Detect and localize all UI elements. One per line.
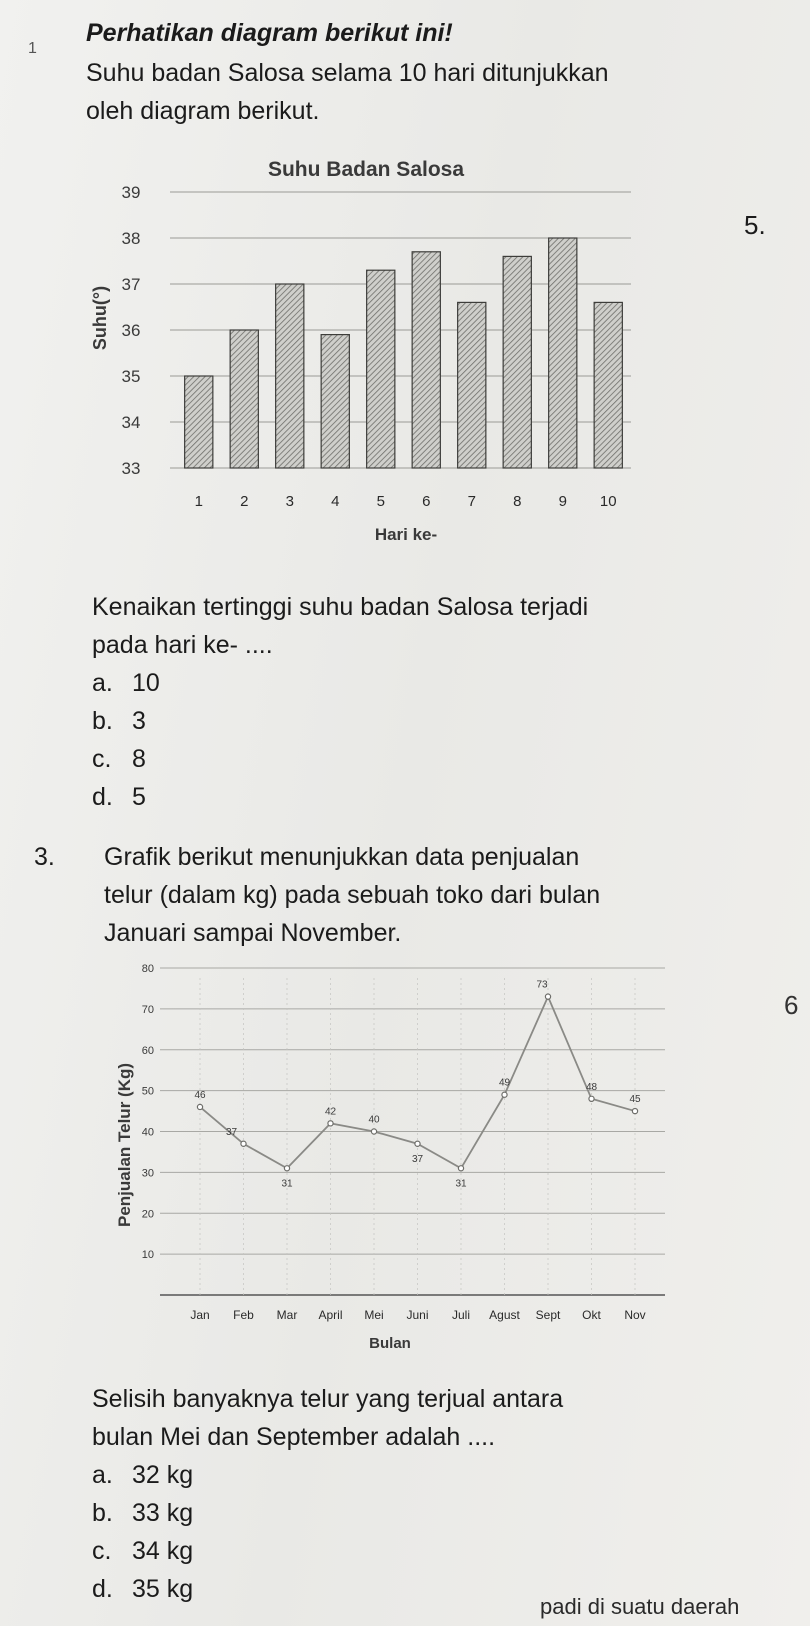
data-label: 73 (536, 979, 548, 991)
y-tick-label: 30 (141, 1167, 154, 1180)
question-intro-line2: oleh diagram berikut. (86, 97, 320, 125)
x-tick-label: Juni (406, 1308, 429, 1322)
x-axis-label: Bulan (369, 1335, 411, 1352)
data-label: 49 (498, 1077, 511, 1089)
data-point (632, 1108, 637, 1113)
side-mark: 6 (784, 990, 799, 1020)
question-3-line2: telur (dalam kg) pada sebuah toko dari bulan (104, 881, 601, 909)
y-axis-label: Penjualan Telur (Kg) (115, 1062, 134, 1228)
bar (321, 335, 349, 468)
option-a[interactable] (92, 1460, 193, 1498)
option-letter: b. (92, 1499, 113, 1527)
bar-chart (86, 150, 646, 550)
x-tick-label: Agust (489, 1308, 520, 1322)
option-value: 35 kg (132, 1575, 194, 1603)
data-point (545, 994, 550, 999)
data-point (415, 1141, 420, 1146)
x-tick-label: Okt (582, 1308, 601, 1322)
x-tick-label: Mei (364, 1308, 384, 1322)
x-tick-label: Sept (535, 1308, 561, 1322)
data-label: 45 (629, 1094, 641, 1106)
option-value: 8 (132, 745, 146, 773)
option-c[interactable] (92, 744, 160, 782)
x-tick-label: 2 (240, 493, 249, 510)
y-tick-label: 80 (141, 963, 154, 975)
question-3-line1: Grafik berikut menunjukkan data penjualan (104, 843, 580, 871)
data-point (371, 1129, 376, 1134)
bar (503, 256, 531, 468)
option-value: 34 kg (132, 1537, 194, 1565)
x-tick-label: 10 (599, 493, 617, 510)
question-3-number: 3. (34, 843, 55, 871)
question-3-line3: Januari sampai November. (104, 919, 402, 947)
y-tick-label: 60 (141, 1044, 154, 1057)
option-value: 5 (132, 783, 146, 811)
option-letter: a. (92, 669, 113, 697)
bar (367, 270, 395, 468)
x-tick-label: April (318, 1308, 343, 1322)
data-point (589, 1096, 594, 1101)
question-heading: Perhatikan diagram berikut ini! (86, 19, 453, 47)
option-letter: c. (92, 1537, 112, 1565)
option-letter: b. (92, 707, 113, 735)
question-3-text-line1: Selisih banyaknya telur yang terjual antara (92, 1385, 564, 1413)
option-letter: d. (92, 783, 113, 811)
option-letter: c. (92, 745, 112, 773)
option-d[interactable] (92, 782, 160, 820)
y-tick-label: 38 (121, 229, 141, 248)
bar (230, 330, 258, 468)
y-tick-label: 50 (141, 1085, 154, 1098)
option-b[interactable] (92, 1498, 193, 1536)
question-3-text-line2: bulan Mei dan September adalah .... (92, 1423, 496, 1451)
x-tick-label: 8 (513, 493, 522, 510)
y-tick-label: 37 (121, 275, 141, 294)
question-text-line2: pada hari ke- .... (92, 631, 273, 659)
data-label: 46 (194, 1089, 206, 1101)
data-label: 40 (368, 1114, 380, 1126)
data-point (458, 1166, 463, 1171)
question-text-line1: Kenaikan tertinggi suhu badan Salosa terjadi (92, 593, 589, 621)
y-tick-label: 35 (121, 367, 141, 386)
data-label: 42 (324, 1106, 337, 1118)
option-value: 3 (132, 707, 146, 735)
option-value: 32 kg (132, 1461, 194, 1489)
bar (185, 376, 213, 468)
x-tick-label: Mar (276, 1308, 298, 1322)
line-chart (90, 960, 690, 1360)
answer-options-q2 (92, 668, 160, 820)
y-tick-label: 36 (121, 321, 141, 340)
data-point (502, 1092, 507, 1097)
y-tick-label: 34 (121, 413, 141, 432)
option-value: 10 (132, 669, 160, 697)
y-tick-label: 33 (121, 459, 141, 478)
option-b[interactable] (92, 706, 160, 744)
data-label: 48 (585, 1081, 598, 1093)
x-tick-label: Feb (233, 1308, 254, 1322)
data-label: 37 (225, 1126, 238, 1138)
option-letter: d. (92, 1575, 113, 1603)
option-a[interactable] (92, 668, 160, 706)
bar (458, 302, 486, 468)
bar (594, 302, 622, 468)
bottom-text-fragment: padi di suatu daerah (540, 1594, 740, 1619)
data-label: 31 (281, 1178, 293, 1190)
question-number: 1 (28, 40, 37, 57)
chart-title: Suhu Badan Salosa (267, 158, 465, 181)
option-value: 33 kg (132, 1499, 194, 1527)
y-tick-label: 39 (121, 183, 141, 202)
x-tick-label: Jan (190, 1308, 210, 1322)
option-d[interactable] (92, 1574, 193, 1612)
x-tick-label: 3 (285, 493, 294, 510)
data-point (328, 1121, 333, 1126)
data-point (241, 1141, 246, 1146)
option-letter: a. (92, 1461, 113, 1489)
x-tick-label: 1 (194, 493, 203, 510)
x-tick-label: 7 (467, 493, 476, 510)
y-axis-label: Suhu(°) (90, 285, 110, 351)
y-tick-label: 10 (141, 1249, 154, 1262)
question-intro-line1: Suhu badan Salosa selama 10 hari ditunjukkan (86, 59, 609, 87)
x-axis-label: Hari ke- (374, 525, 438, 544)
option-c[interactable] (92, 1536, 193, 1574)
x-tick-label: 5 (376, 493, 385, 510)
x-tick-label: 9 (558, 493, 567, 510)
answer-options-q3 (92, 1460, 193, 1612)
bar (549, 238, 577, 468)
y-tick-label: 40 (141, 1126, 154, 1139)
bar (276, 284, 304, 468)
y-tick-label: 20 (141, 1208, 154, 1221)
data-point (284, 1166, 289, 1171)
data-point (197, 1104, 202, 1109)
x-tick-label: Juli (451, 1308, 471, 1322)
x-tick-label: Nov (624, 1308, 646, 1322)
side-question-number: 5. (744, 210, 766, 240)
x-tick-label: 6 (422, 493, 431, 510)
data-label: 31 (455, 1178, 467, 1190)
y-tick-label: 70 (141, 1003, 154, 1016)
x-tick-label: 4 (331, 493, 340, 510)
data-label: 37 (411, 1153, 424, 1165)
bar (412, 252, 440, 468)
